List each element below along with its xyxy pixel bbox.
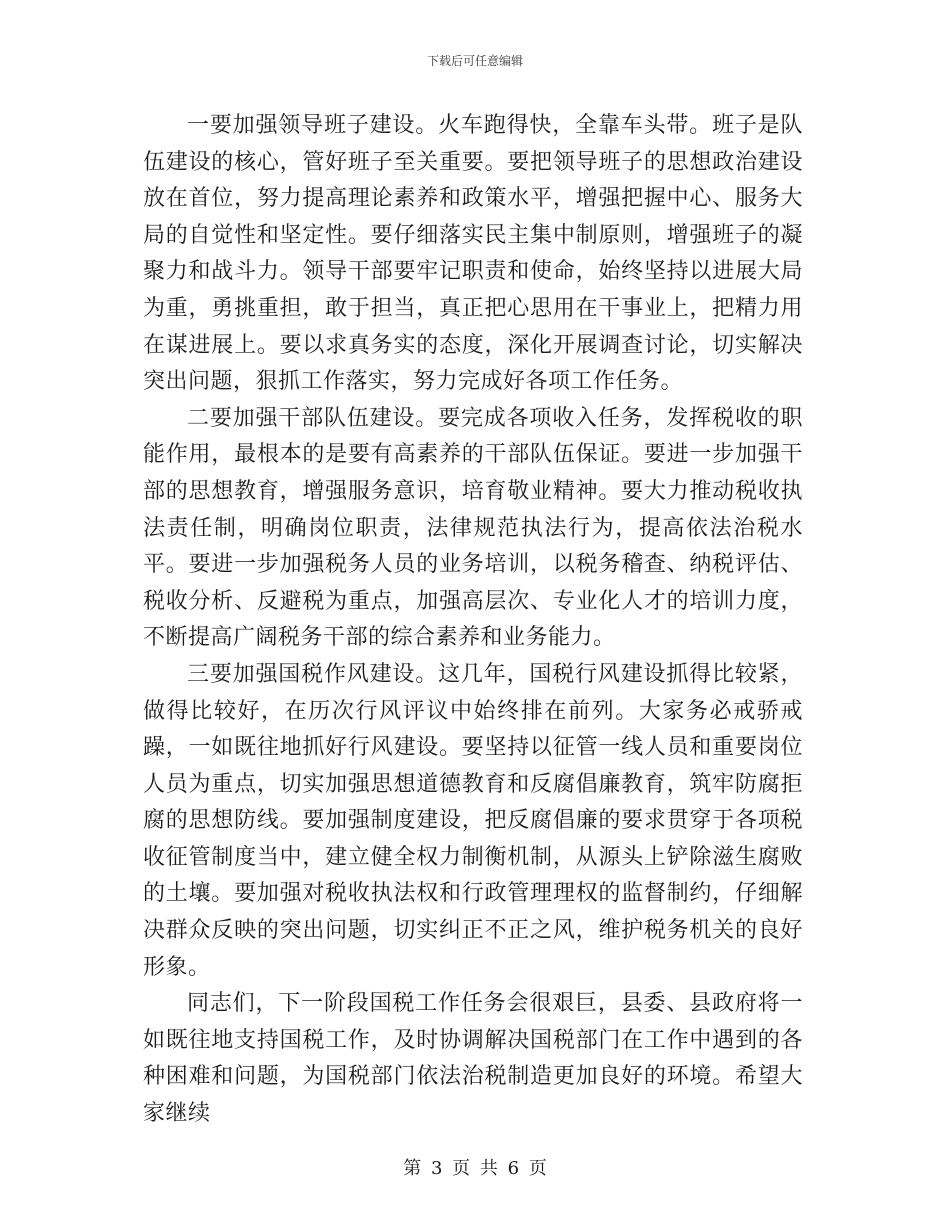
paragraph-cadre-team: 二要加强干部队伍建设。要完成各项收入任务，发挥税收的职能作用，最根本的是要有高素养的干部队伍保证。要进一步加强干部的思想教育，增强服务意识，培育敬业精神。要大力推动税收执法责任制，明确岗位职责，法律规范执法行为，提高依法治税水平。要进一步加强税务人员的业务培训，以税务稽查、纳税评估、税收分析、反避税为重点，加强高层次、专业化人才的培训力度，不断提高广阔税务干部的综合素养和业务能力。 (143, 405, 803, 651)
paragraph-work-style: 三要加强国税作风建设。这几年，国税行风建设抓得比较紧，做得比较好，在历次行风评议中始终排在前列。大家务必戒骄戒躁，一如既往地抓好行风建设。要坚持以征管一线人员和重要岗位人员为重点，切实加强思想道德教育和反腐倡廉教育，筑牢防腐拒腐的思想防线。要加强制度建设，把反腐倡廉的要求贯穿于各项税收征管制度当中，建立健全权力制衡机制，从源头上铲除滋生腐败的土壤。要加强对税收执法权和行政管理理权的监督制约，仔细解决群众反映的突出问题，切实纠正不正之风，维护税务机关的良好形象。 (143, 661, 803, 980)
page-number: 第 3 页 共 6 页 (403, 1158, 547, 1179)
paragraph-leadership: 一要加强领导班子建设。火车跑得快，全靠车头带。班子是队伍建设的核心，管好班子至关重要。要把领导班子的思想政治建设放在首位，努力提高理论素养和政策水平，增强把握中心、服务大局的自觉性和坚定性。要仔细落实民主集中制原则，增强班子的凝聚力和战斗力。领导干部要牢记职责和使命，始终坚持以进展大局为重，勇挑重担，敢于担当，真正把心思用在干事业上，把精力用在谋进展上。要以求真务实的态度，深化开展调查讨论，切实解决突出问题，狠抓工作落实，努力完成好各项工作任务。 (143, 113, 803, 395)
document-body (143, 108, 803, 1133)
header-note: 下载后可任意编辑 (426, 54, 523, 68)
paragraph-closing: 同志们，下一阶段国税工作任务会很艰巨，县委、县政府将一如既往地支持国税工作，及时协调解决国税部门在工作中遇到的各种困难和问题，为国税部门依法治税制造更加良好的环境。希望大家继续 (143, 991, 803, 1127)
